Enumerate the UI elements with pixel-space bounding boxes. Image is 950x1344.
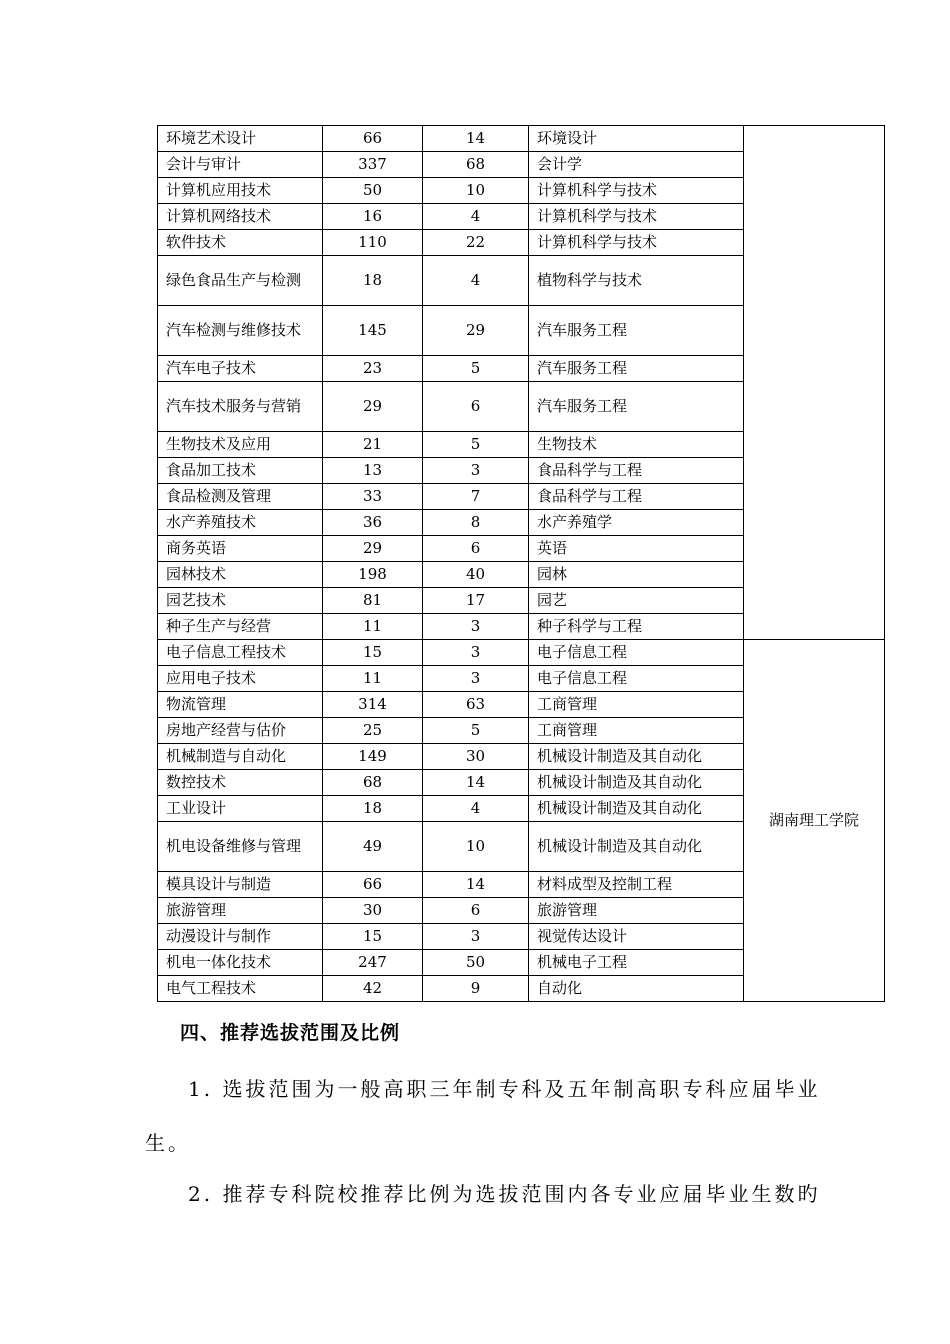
major-cell: 机电设备维修与管理 [158, 822, 323, 872]
graduate-count-cell: 66 [323, 126, 423, 152]
target-major-cell: 旅游管理 [529, 898, 744, 924]
recommend-quota-cell: 8 [423, 510, 529, 536]
table-row [158, 640, 885, 666]
recommend-quota-cell: 4 [423, 256, 529, 306]
target-major-cell: 环境设计 [529, 126, 744, 152]
target-major-cell: 生物技术 [529, 432, 744, 458]
graduate-count-cell: 50 [323, 178, 423, 204]
target-major-cell: 电子信息工程 [529, 640, 744, 666]
major-cell: 动漫设计与制作 [158, 924, 323, 950]
graduate-count-cell: 21 [323, 432, 423, 458]
paragraph-1-line-1: 1. 选拔范围为一般高职三年制专科及五年制高职专科应届毕业 [188, 1077, 821, 1101]
recommend-quota-cell: 40 [423, 562, 529, 588]
graduate-count-cell: 247 [323, 950, 423, 976]
target-major-cell: 会计学 [529, 152, 744, 178]
major-cell: 园林技术 [158, 562, 323, 588]
target-major-cell: 材料成型及控制工程 [529, 872, 744, 898]
recommend-quota-cell: 3 [423, 666, 529, 692]
target-major-cell: 计算机科学与技术 [529, 204, 744, 230]
target-major-cell: 英语 [529, 536, 744, 562]
graduate-count-cell: 68 [323, 770, 423, 796]
major-cell: 绿色食品生产与检测 [158, 256, 323, 306]
major-cell: 房地产经营与估价 [158, 718, 323, 744]
target-major-cell: 工商管理 [529, 692, 744, 718]
target-major-cell: 园艺 [529, 588, 744, 614]
major-cell: 水产养殖技术 [158, 510, 323, 536]
graduate-count-cell: 29 [323, 536, 423, 562]
target-major-cell: 计算机科学与技术 [529, 178, 744, 204]
target-major-cell: 汽车服务工程 [529, 356, 744, 382]
major-cell: 会计与审计 [158, 152, 323, 178]
recommend-quota-cell: 5 [423, 718, 529, 744]
recommend-quota-cell: 68 [423, 152, 529, 178]
major-cell: 工业设计 [158, 796, 323, 822]
graduate-count-cell: 13 [323, 458, 423, 484]
major-cell: 电气工程技术 [158, 976, 323, 1002]
target-major-cell: 汽车服务工程 [529, 306, 744, 356]
major-cell: 机电一体化技术 [158, 950, 323, 976]
graduate-count-cell: 337 [323, 152, 423, 178]
major-cell: 环境艺术设计 [158, 126, 323, 152]
recommend-quota-cell: 50 [423, 950, 529, 976]
target-major-cell: 食品科学与工程 [529, 484, 744, 510]
recommend-quota-cell: 29 [423, 306, 529, 356]
major-cell: 数控技术 [158, 770, 323, 796]
major-cell: 种子生产与经营 [158, 614, 323, 640]
graduate-count-cell: 15 [323, 924, 423, 950]
graduate-count-cell: 15 [323, 640, 423, 666]
recommend-quota-cell: 14 [423, 126, 529, 152]
recommend-quota-cell: 7 [423, 484, 529, 510]
target-major-cell: 汽车服务工程 [529, 382, 744, 432]
major-mapping-table [157, 125, 885, 1002]
graduate-count-cell: 36 [323, 510, 423, 536]
graduate-count-cell: 16 [323, 204, 423, 230]
recommend-quota-cell: 10 [423, 178, 529, 204]
graduate-count-cell: 29 [323, 382, 423, 432]
recommend-quota-cell: 5 [423, 356, 529, 382]
graduate-count-cell: 23 [323, 356, 423, 382]
graduate-count-cell: 25 [323, 718, 423, 744]
recommend-quota-cell: 63 [423, 692, 529, 718]
major-cell: 软件技术 [158, 230, 323, 256]
graduate-count-cell: 81 [323, 588, 423, 614]
target-major-cell: 水产养殖学 [529, 510, 744, 536]
graduate-count-cell: 110 [323, 230, 423, 256]
graduate-count-cell: 11 [323, 614, 423, 640]
graduate-count-cell: 11 [323, 666, 423, 692]
target-major-cell: 植物科学与技术 [529, 256, 744, 306]
graduate-count-cell: 145 [323, 306, 423, 356]
graduate-count-cell: 42 [323, 976, 423, 1002]
recommend-quota-cell: 17 [423, 588, 529, 614]
paragraph-2-line-1: 2. 推荐专科院校推荐比例为选拔范围内各专业应届毕业生数旳 [188, 1182, 821, 1206]
graduate-count-cell: 149 [323, 744, 423, 770]
graduate-count-cell: 198 [323, 562, 423, 588]
recommend-quota-cell: 14 [423, 770, 529, 796]
recommend-quota-cell: 6 [423, 536, 529, 562]
paragraph-1-line-2: 生。 [145, 1131, 191, 1155]
target-major-cell: 园林 [529, 562, 744, 588]
major-cell: 汽车技术服务与营销 [158, 382, 323, 432]
recommend-quota-cell: 3 [423, 614, 529, 640]
major-cell: 园艺技术 [158, 588, 323, 614]
major-cell: 计算机网络技术 [158, 204, 323, 230]
school-cell: 湖南理工学院 [744, 640, 885, 1002]
target-major-cell: 视觉传达设计 [529, 924, 744, 950]
recommend-quota-cell: 6 [423, 382, 529, 432]
major-cell: 模具设计与制造 [158, 872, 323, 898]
major-cell: 食品检测及管理 [158, 484, 323, 510]
recommend-quota-cell: 3 [423, 458, 529, 484]
section-heading: 四、推荐选拔范围及比例 [180, 1022, 401, 1044]
table-row [158, 126, 885, 152]
target-major-cell: 工商管理 [529, 718, 744, 744]
table-body [158, 126, 885, 1002]
major-cell: 计算机应用技术 [158, 178, 323, 204]
graduate-count-cell: 18 [323, 796, 423, 822]
graduate-count-cell: 33 [323, 484, 423, 510]
major-cell: 汽车检测与维修技术 [158, 306, 323, 356]
recommend-quota-cell: 6 [423, 898, 529, 924]
major-cell: 物流管理 [158, 692, 323, 718]
major-cell: 食品加工技术 [158, 458, 323, 484]
school-cell [744, 126, 885, 640]
graduate-count-cell: 18 [323, 256, 423, 306]
graduate-count-cell: 30 [323, 898, 423, 924]
target-major-cell: 计算机科学与技术 [529, 230, 744, 256]
recommend-quota-cell: 9 [423, 976, 529, 1002]
target-major-cell: 机械电子工程 [529, 950, 744, 976]
target-major-cell: 种子科学与工程 [529, 614, 744, 640]
recommend-quota-cell: 4 [423, 796, 529, 822]
target-major-cell: 电子信息工程 [529, 666, 744, 692]
target-major-cell: 机械设计制造及其自动化 [529, 822, 744, 872]
recommend-quota-cell: 30 [423, 744, 529, 770]
major-cell: 电子信息工程技术 [158, 640, 323, 666]
graduate-count-cell: 314 [323, 692, 423, 718]
target-major-cell: 机械设计制造及其自动化 [529, 770, 744, 796]
recommend-quota-cell: 14 [423, 872, 529, 898]
major-cell: 商务英语 [158, 536, 323, 562]
graduate-count-cell: 66 [323, 872, 423, 898]
target-major-cell: 机械设计制造及其自动化 [529, 744, 744, 770]
major-cell: 机械制造与自动化 [158, 744, 323, 770]
major-cell: 旅游管理 [158, 898, 323, 924]
recommend-quota-cell: 3 [423, 924, 529, 950]
graduate-count-cell: 49 [323, 822, 423, 872]
target-major-cell: 食品科学与工程 [529, 458, 744, 484]
recommend-quota-cell: 5 [423, 432, 529, 458]
major-cell: 生物技术及应用 [158, 432, 323, 458]
major-cell: 应用电子技术 [158, 666, 323, 692]
recommend-quota-cell: 4 [423, 204, 529, 230]
target-major-cell: 机械设计制造及其自动化 [529, 796, 744, 822]
recommend-quota-cell: 22 [423, 230, 529, 256]
target-major-cell: 自动化 [529, 976, 744, 1002]
recommend-quota-cell: 10 [423, 822, 529, 872]
major-cell: 汽车电子技术 [158, 356, 323, 382]
recommend-quota-cell: 3 [423, 640, 529, 666]
